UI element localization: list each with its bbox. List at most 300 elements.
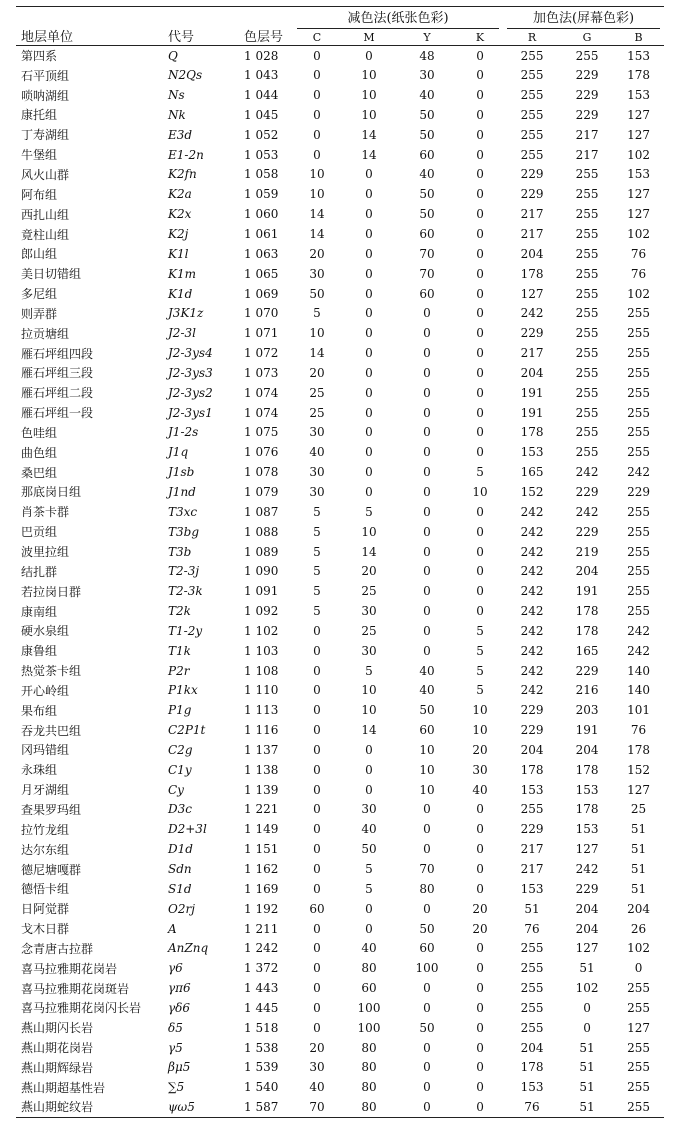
g-cell: 51 xyxy=(579,1040,595,1055)
b-cell: 51 xyxy=(630,842,647,857)
y-cell: 0 xyxy=(423,465,431,480)
unit-cell: 果布组 xyxy=(21,703,58,718)
code-cell: T3b xyxy=(168,544,192,559)
b-cell: 0 xyxy=(634,961,643,976)
k-cell: 0 xyxy=(476,107,484,122)
c-cell: 0 xyxy=(313,981,321,996)
b-cell: 153 xyxy=(627,167,650,182)
layer-no-cell: 1 587 xyxy=(244,1099,279,1114)
m-cell: 0 xyxy=(365,167,373,182)
k-cell: 0 xyxy=(476,88,484,103)
layer-no-cell: 1 138 xyxy=(244,762,279,777)
table-row xyxy=(16,403,664,423)
layer-no-cell: 1 061 xyxy=(244,227,279,242)
m-cell: 0 xyxy=(365,405,373,420)
b-cell: 76 xyxy=(630,246,647,261)
k-cell: 0 xyxy=(476,1099,484,1114)
stratigraphic-color-table xyxy=(16,6,664,1118)
c-cell: 50 xyxy=(309,286,325,301)
y-cell: 0 xyxy=(423,425,431,440)
c-cell: 0 xyxy=(313,881,321,896)
y-cell: 10 xyxy=(419,782,435,797)
r-cell: 255 xyxy=(520,961,544,976)
k-cell: 0 xyxy=(476,842,484,857)
b-cell: 102 xyxy=(627,147,650,162)
c-cell: 0 xyxy=(313,1020,321,1035)
k-cell: 0 xyxy=(476,604,484,619)
c-cell: 0 xyxy=(313,862,321,877)
y-cell: 0 xyxy=(423,623,431,638)
layer-no-cell: 1 518 xyxy=(244,1020,279,1035)
b-cell: 127 xyxy=(627,782,650,797)
m-cell: 80 xyxy=(361,1080,377,1095)
r-cell: 217 xyxy=(520,207,544,222)
table-row xyxy=(16,1077,664,1097)
m-cell: 50 xyxy=(361,842,377,857)
y-cell: 50 xyxy=(419,107,435,122)
g-cell: 229 xyxy=(575,68,599,83)
b-cell: 255 xyxy=(627,981,650,996)
r-cell: 153 xyxy=(520,1080,544,1095)
code-cell: K2j xyxy=(168,227,189,242)
g-cell: 255 xyxy=(575,365,599,380)
r-cell: 229 xyxy=(520,703,544,718)
y-cell: 0 xyxy=(423,524,431,539)
header-unit: 地层单位 xyxy=(21,30,74,45)
table-row xyxy=(16,363,664,383)
c-cell: 5 xyxy=(313,544,321,559)
layer-no-cell: 1 116 xyxy=(244,723,279,738)
table-row xyxy=(16,641,664,661)
layer-no-cell: 1 445 xyxy=(244,1000,279,1015)
r-cell: 242 xyxy=(520,584,544,599)
c-cell: 0 xyxy=(313,643,321,658)
k-cell: 0 xyxy=(476,1080,484,1095)
k-cell: 0 xyxy=(476,227,484,242)
g-cell: 255 xyxy=(575,326,599,341)
y-cell: 0 xyxy=(423,1080,431,1095)
g-cell: 165 xyxy=(575,643,599,658)
y-cell: 0 xyxy=(423,901,431,916)
code-cell: K2fn xyxy=(168,167,197,182)
r-cell: 255 xyxy=(520,107,544,122)
code-cell: S1d xyxy=(168,881,192,896)
layer-no-cell: 1 044 xyxy=(244,88,279,103)
c-cell: 30 xyxy=(309,465,325,480)
r-cell: 152 xyxy=(520,484,544,499)
b-cell: 255 xyxy=(627,544,650,559)
y-cell: 10 xyxy=(419,762,435,777)
c-cell: 10 xyxy=(309,167,325,182)
c-cell: 5 xyxy=(313,504,321,519)
k-cell: 20 xyxy=(472,921,488,936)
table-row xyxy=(16,1018,664,1038)
unit-cell: 康南组 xyxy=(21,604,58,619)
k-cell: 0 xyxy=(476,127,484,142)
m-cell: 0 xyxy=(365,286,373,301)
c-cell: 30 xyxy=(309,484,325,499)
y-cell: 0 xyxy=(423,1060,431,1075)
y-cell: 70 xyxy=(419,266,435,281)
m-cell: 0 xyxy=(365,901,373,916)
c-cell: 0 xyxy=(313,921,321,936)
layer-no-cell: 1 069 xyxy=(244,286,279,301)
r-cell: 51 xyxy=(524,901,540,916)
g-cell: 51 xyxy=(579,1060,595,1075)
m-cell: 0 xyxy=(365,365,373,380)
code-cell: T2-3j xyxy=(168,564,200,579)
b-cell: 76 xyxy=(630,723,647,738)
b-cell: 255 xyxy=(627,1060,650,1075)
code-cell: K1l xyxy=(168,246,189,261)
y-cell: 40 xyxy=(419,88,435,103)
c-cell: 25 xyxy=(309,405,325,420)
unit-cell: 曲色组 xyxy=(21,445,58,460)
k-cell: 0 xyxy=(476,147,484,162)
g-cell: 204 xyxy=(575,921,599,936)
c-cell: 0 xyxy=(313,127,321,142)
b-cell: 255 xyxy=(627,1000,650,1015)
unit-cell: 桑巴组 xyxy=(21,465,58,480)
unit-cell: 若拉岗日群 xyxy=(21,584,82,599)
layer-no-cell: 1 540 xyxy=(244,1080,279,1095)
r-cell: 229 xyxy=(520,822,544,837)
unit-cell: 西扎山组 xyxy=(21,207,70,222)
b-cell: 153 xyxy=(627,88,650,103)
r-cell: 242 xyxy=(520,623,544,638)
k-cell: 0 xyxy=(476,1000,484,1015)
m-cell: 25 xyxy=(361,623,377,638)
c-cell: 0 xyxy=(313,842,321,857)
code-cell: δ5 xyxy=(168,1020,183,1035)
layer-no-cell: 1 538 xyxy=(244,1040,279,1055)
b-cell: 178 xyxy=(627,68,650,83)
y-cell: 0 xyxy=(423,445,431,460)
c-cell: 0 xyxy=(313,941,321,956)
y-cell: 0 xyxy=(423,326,431,341)
m-cell: 0 xyxy=(365,207,373,222)
header-y: Y xyxy=(423,30,431,44)
b-cell: 153 xyxy=(627,48,650,63)
table-row xyxy=(16,1058,664,1078)
r-cell: 255 xyxy=(520,802,544,817)
y-cell: 0 xyxy=(423,346,431,361)
c-cell: 10 xyxy=(309,326,325,341)
m-cell: 0 xyxy=(365,465,373,480)
unit-cell: 喜马拉雅期花岗闪长岩 xyxy=(21,1001,142,1016)
b-cell: 255 xyxy=(627,604,650,619)
g-cell: 255 xyxy=(575,246,599,261)
b-cell: 242 xyxy=(627,465,650,480)
table-row xyxy=(16,462,664,482)
code-cell: K2a xyxy=(168,187,192,202)
c-cell: 70 xyxy=(309,1099,325,1114)
k-cell: 0 xyxy=(476,48,484,63)
k-cell: 0 xyxy=(476,68,484,83)
c-cell: 0 xyxy=(313,822,321,837)
code-cell: γδ6 xyxy=(168,1000,191,1015)
table-row xyxy=(16,958,664,978)
unit-cell: 喜马拉雅期花岗岩 xyxy=(21,961,118,976)
y-cell: 0 xyxy=(423,604,431,619)
layer-no-cell: 1 074 xyxy=(244,385,279,400)
code-cell: J2-3ys2 xyxy=(168,385,213,400)
table-row xyxy=(16,859,664,879)
layer-no-cell: 1 091 xyxy=(244,584,279,599)
k-cell: 10 xyxy=(472,703,488,718)
table-row xyxy=(16,879,664,899)
layer-no-cell: 1 162 xyxy=(244,862,279,877)
unit-cell: 永珠组 xyxy=(21,763,58,778)
b-cell: 242 xyxy=(627,623,650,638)
layer-no-cell: 1 169 xyxy=(244,881,279,896)
code-cell: T2k xyxy=(168,604,191,619)
g-cell: 255 xyxy=(575,187,599,202)
k-cell: 5 xyxy=(476,623,484,638)
layer-no-cell: 1 073 xyxy=(244,365,279,380)
code-cell: J2-3ys4 xyxy=(168,346,213,361)
g-cell: 229 xyxy=(575,88,599,103)
y-cell: 70 xyxy=(419,862,435,877)
y-cell: 48 xyxy=(419,48,435,63)
layer-no-cell: 1 110 xyxy=(244,683,279,698)
y-cell: 50 xyxy=(419,703,435,718)
g-cell: 229 xyxy=(575,107,599,122)
k-cell: 0 xyxy=(476,326,484,341)
code-cell: C2g xyxy=(168,742,193,757)
code-cell: O2rj xyxy=(168,901,195,916)
r-cell: 229 xyxy=(520,723,544,738)
code-cell: Ns xyxy=(168,88,185,103)
k-cell: 0 xyxy=(476,425,484,440)
code-cell: Nk xyxy=(168,107,186,122)
y-cell: 0 xyxy=(423,802,431,817)
k-cell: 0 xyxy=(476,822,484,837)
table-row xyxy=(16,998,664,1018)
y-cell: 0 xyxy=(423,643,431,658)
unit-cell: 燕山期辉绿岩 xyxy=(21,1060,94,1075)
m-cell: 5 xyxy=(365,663,373,678)
unit-cell: 雁石坪组二段 xyxy=(21,386,94,401)
k-cell: 5 xyxy=(476,663,484,678)
k-cell: 0 xyxy=(476,405,484,420)
m-cell: 0 xyxy=(365,227,373,242)
r-cell: 242 xyxy=(520,663,544,678)
g-cell: 51 xyxy=(579,961,595,976)
table-row xyxy=(16,780,664,800)
code-cell: Sdn xyxy=(168,862,192,877)
table-row xyxy=(16,522,664,542)
table-row xyxy=(16,760,664,780)
unit-cell: 燕山期蛇纹岩 xyxy=(21,1100,94,1115)
g-cell: 191 xyxy=(575,584,599,599)
unit-cell: 色哇组 xyxy=(21,425,58,440)
k-cell: 0 xyxy=(476,1020,484,1035)
m-cell: 10 xyxy=(361,107,377,122)
table-row xyxy=(16,145,664,165)
g-cell: 255 xyxy=(575,167,599,182)
unit-cell: 德悟卡组 xyxy=(21,882,70,897)
table-row xyxy=(16,264,664,284)
table-row xyxy=(16,839,664,859)
code-cell: T1k xyxy=(168,643,191,658)
code-cell: Cy xyxy=(168,782,184,797)
m-cell: 14 xyxy=(361,147,377,162)
code-cell: J1sb xyxy=(168,465,195,480)
code-cell: T1-2y xyxy=(168,623,203,638)
y-cell: 10 xyxy=(419,742,435,757)
r-cell: 255 xyxy=(520,127,544,142)
k-cell: 5 xyxy=(476,643,484,658)
unit-cell: 丁寿湖组 xyxy=(21,128,70,143)
b-cell: 127 xyxy=(627,187,650,202)
unit-cell: 阿布组 xyxy=(21,187,58,202)
table-row xyxy=(16,800,664,820)
r-cell: 255 xyxy=(520,88,544,103)
y-cell: 0 xyxy=(423,306,431,321)
k-cell: 0 xyxy=(476,584,484,599)
y-cell: 60 xyxy=(419,286,435,301)
r-cell: 255 xyxy=(520,147,544,162)
r-cell: 217 xyxy=(520,227,544,242)
g-cell: 0 xyxy=(583,1020,591,1035)
g-cell: 229 xyxy=(575,484,599,499)
unit-cell: 康鲁组 xyxy=(21,644,58,659)
unit-cell: 德尼塘嘎群 xyxy=(21,862,82,877)
m-cell: 80 xyxy=(361,1099,377,1114)
unit-cell: 那底岗日组 xyxy=(21,485,82,500)
r-cell: 255 xyxy=(520,68,544,83)
code-cell: K1d xyxy=(168,286,193,301)
m-cell: 0 xyxy=(365,306,373,321)
code-cell: C2P1t xyxy=(168,723,206,738)
m-cell: 14 xyxy=(361,127,377,142)
table-row xyxy=(16,204,664,224)
c-cell: 20 xyxy=(309,365,325,380)
k-cell: 0 xyxy=(476,941,484,956)
b-cell: 101 xyxy=(627,703,650,718)
b-cell: 152 xyxy=(627,762,650,777)
r-cell: 153 xyxy=(520,881,544,896)
m-cell: 10 xyxy=(361,68,377,83)
unit-cell: 拉竹龙组 xyxy=(21,822,70,837)
g-cell: 219 xyxy=(575,544,599,559)
unit-cell: 喜马拉雅期花岗斑岩 xyxy=(21,981,130,996)
table-row xyxy=(16,542,664,562)
layer-no-cell: 1 076 xyxy=(244,445,279,460)
k-cell: 5 xyxy=(476,683,484,698)
layer-no-cell: 1 053 xyxy=(244,147,279,162)
b-cell: 140 xyxy=(627,663,650,678)
table-header xyxy=(16,7,664,46)
unit-cell: 风火山群 xyxy=(21,167,70,182)
g-cell: 255 xyxy=(575,306,599,321)
layer-no-cell: 1 088 xyxy=(244,524,279,539)
unit-cell: 第四系 xyxy=(21,49,58,64)
table-row xyxy=(16,442,664,462)
k-cell: 10 xyxy=(472,723,488,738)
layer-no-cell: 1 078 xyxy=(244,465,279,480)
layer-no-cell: 1 072 xyxy=(244,346,279,361)
b-cell: 25 xyxy=(630,802,647,817)
y-cell: 0 xyxy=(423,981,431,996)
table-row xyxy=(16,601,664,621)
g-cell: 204 xyxy=(575,901,599,916)
header-m: M xyxy=(363,30,375,44)
b-cell: 204 xyxy=(627,901,650,916)
k-cell: 20 xyxy=(472,901,488,916)
unit-cell: 燕山期闪长岩 xyxy=(21,1021,94,1036)
unit-cell: 竟柱山组 xyxy=(21,227,70,242)
k-cell: 0 xyxy=(476,802,484,817)
c-cell: 20 xyxy=(309,246,325,261)
table-body xyxy=(16,46,664,1118)
g-cell: 178 xyxy=(575,604,599,619)
m-cell: 0 xyxy=(365,326,373,341)
code-cell: βμ5 xyxy=(168,1060,191,1075)
c-cell: 5 xyxy=(313,604,321,619)
layer-no-cell: 1 137 xyxy=(244,742,279,757)
layer-no-cell: 1 221 xyxy=(244,802,279,817)
g-cell: 216 xyxy=(575,683,599,698)
code-cell: ψω5 xyxy=(168,1099,195,1114)
c-cell: 25 xyxy=(309,385,325,400)
code-cell: AnZnq xyxy=(168,941,209,956)
m-cell: 0 xyxy=(365,246,373,261)
g-cell: 255 xyxy=(575,266,599,281)
c-cell: 0 xyxy=(313,1000,321,1015)
layer-no-cell: 1 071 xyxy=(244,326,279,341)
r-cell: 242 xyxy=(520,504,544,519)
unit-cell: 波里拉组 xyxy=(21,545,70,560)
m-cell: 30 xyxy=(361,643,377,658)
r-cell: 217 xyxy=(520,346,544,361)
y-cell: 0 xyxy=(423,564,431,579)
layer-no-cell: 1 059 xyxy=(244,187,279,202)
m-cell: 40 xyxy=(361,822,377,837)
table-row xyxy=(16,700,664,720)
table-row xyxy=(16,561,664,581)
r-cell: 204 xyxy=(520,1040,544,1055)
code-cell: γ5 xyxy=(168,1040,183,1055)
table-row xyxy=(16,85,664,105)
m-cell: 0 xyxy=(365,762,373,777)
b-cell: 255 xyxy=(627,524,650,539)
table-row xyxy=(16,1097,664,1117)
code-cell: Q xyxy=(168,48,178,63)
table-row xyxy=(16,383,664,403)
header-c: C xyxy=(312,30,322,44)
unit-cell: 肖茶卡群 xyxy=(21,505,70,520)
c-cell: 5 xyxy=(313,584,321,599)
code-cell: K2x xyxy=(168,207,192,222)
m-cell: 25 xyxy=(361,584,377,599)
r-cell: 242 xyxy=(520,643,544,658)
m-cell: 10 xyxy=(361,88,377,103)
header-k: K xyxy=(475,30,485,44)
unit-cell: 郎山组 xyxy=(21,247,58,262)
y-cell: 60 xyxy=(419,941,435,956)
c-cell: 0 xyxy=(313,88,321,103)
r-cell: 229 xyxy=(520,187,544,202)
r-cell: 255 xyxy=(520,981,544,996)
b-cell: 255 xyxy=(627,425,650,440)
c-cell: 5 xyxy=(313,306,321,321)
g-cell: 217 xyxy=(575,127,599,142)
table-row xyxy=(16,720,664,740)
b-cell: 127 xyxy=(627,1020,650,1035)
m-cell: 100 xyxy=(357,1000,381,1015)
